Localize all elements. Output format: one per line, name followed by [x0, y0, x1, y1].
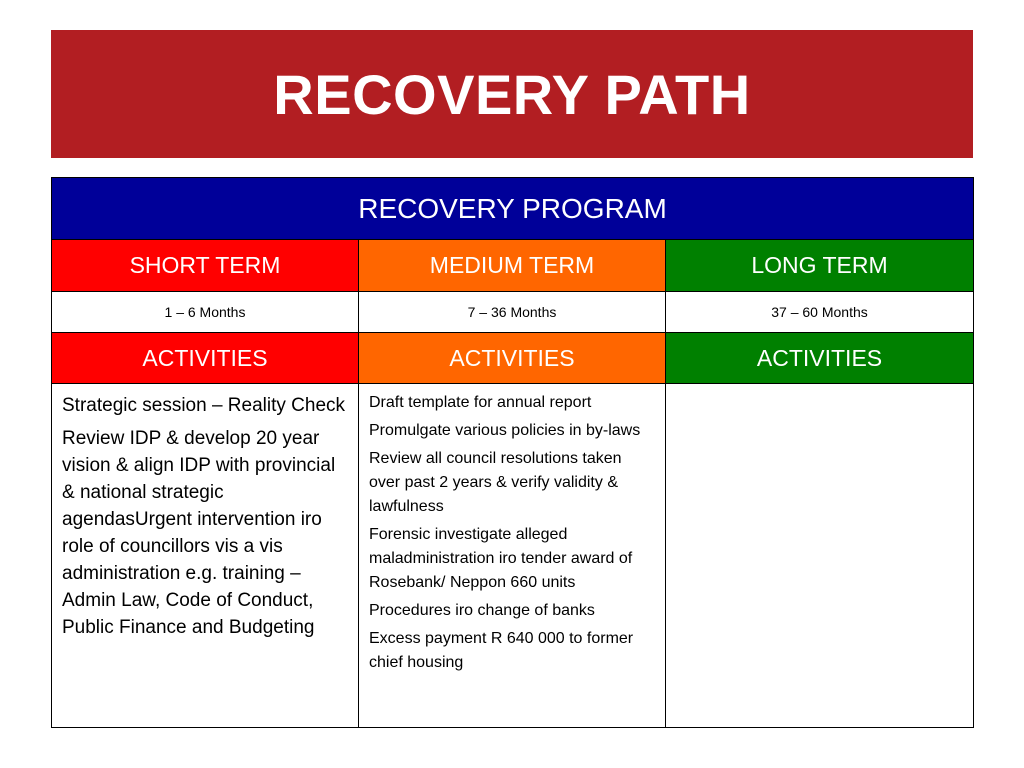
medium-term-header: MEDIUM TERM — [359, 240, 666, 292]
activity-item: Strategic session – Reality Check — [62, 395, 346, 416]
short-term-activities-list — [52, 384, 358, 641]
long-term-duration: 37 – 60 Months — [666, 292, 974, 333]
activity-item: Promulgate various policies in by-laws — [369, 422, 641, 439]
medium-term-duration: 7 – 36 Months — [359, 292, 666, 333]
short-term-header: SHORT TERM — [52, 240, 359, 292]
short-term-activities-cell — [52, 384, 359, 728]
activity-item: Review all council resolutions taken over past 2 years & verify validity & lawfulness — [369, 450, 622, 515]
medium-term-activities-cell — [359, 384, 666, 728]
activity-item: Excess payment R 640 000 to former chief housing — [369, 630, 634, 671]
recovery-program-table — [51, 177, 974, 728]
activity-item: Forensic investigate alleged maladministration iro tender award of Rosebank/ Neppon 660 units — [369, 526, 633, 591]
activity-item: Procedures iro change of banks — [369, 602, 595, 619]
short-term-activities-header: ACTIVITIES — [52, 333, 359, 384]
medium-term-activities-header: ACTIVITIES — [359, 333, 666, 384]
activity-item: Review IDP & develop 20 year vision & align IDP with provincial & national strategic agendasUrgent intervention iro role of councillors vis a vis administration e.g. training – Admin Law, Code of Conduct, Public Finance and Budgeting — [62, 428, 336, 638]
program-header: RECOVERY PROGRAM — [52, 178, 974, 240]
short-term-duration: 1 – 6 Months — [52, 292, 359, 333]
title-banner — [51, 30, 973, 158]
long-term-header: LONG TERM — [666, 240, 974, 292]
long-term-activities-header: ACTIVITIES — [666, 333, 974, 384]
slide-title: RECOVERY PATH — [273, 62, 751, 126]
long-term-activities-cell — [666, 384, 974, 728]
activity-item: Draft template for annual report — [369, 394, 592, 411]
medium-term-activities-list — [359, 384, 665, 675]
